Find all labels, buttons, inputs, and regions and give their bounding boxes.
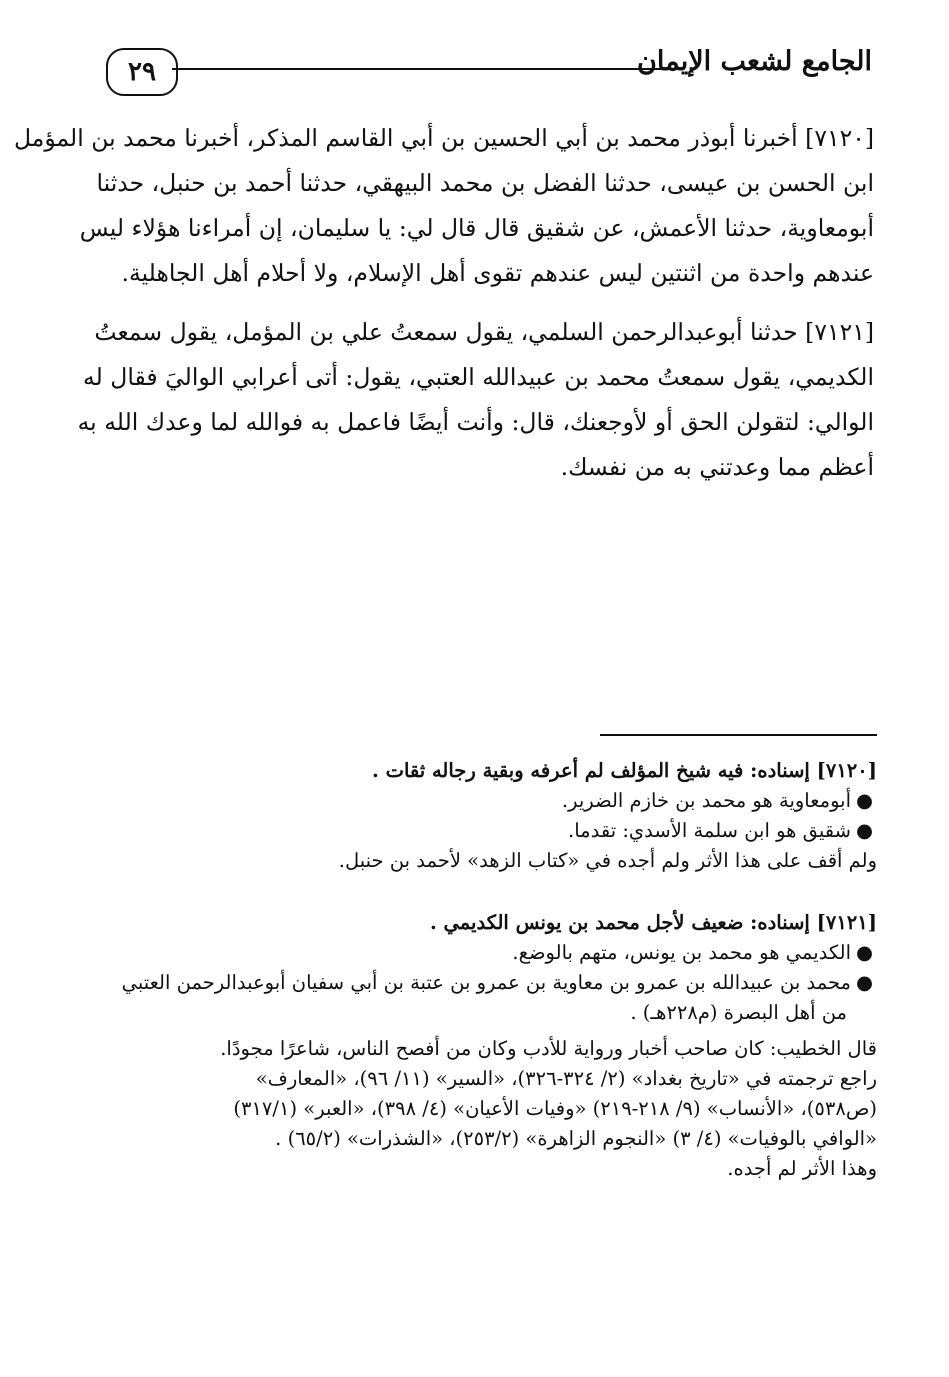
bullet-continuation: من أهل البصرة (م٢٢٨هـ) . (630, 1001, 847, 1024)
footnote-bullet (107, 968, 877, 998)
text-line: [٧١٢١] حدثنا أبوعبدالرحمن السلمي، يقول سمعتُ علي بن المؤمل، يقول سمعتُ (94, 318, 874, 346)
hadith-entry-7121 (77, 310, 874, 490)
bullet-text: محمد بن عبيدالله بن عمرو بن معاوية بن عمرو بن عتبة بن أبي سفيان أبوعبدالرحمن العتبي (121, 971, 851, 994)
text-line: عندهم واحدة من اثنتين ليس عندهم تقوى أهل الإسلام، ولا أحلام أهل الجاهلية. (121, 259, 874, 287)
page-header (100, 38, 872, 100)
text-line: ابن الحسن بن عيسى، حدثنا الفضل بن محمد البيهقي، حدثنا أحمد بن حنبل، حدثنا (96, 169, 874, 197)
bullet-text: الكديمي هو محمد بن يونس، متهم بالوضع. (512, 941, 851, 964)
footnote-note: ولم أقف على هذا الأثر ولم أجده في «كتاب الزهد» لأحمد بن حنبل. (338, 849, 877, 872)
running-title: الجامع لشعب الإيمان (637, 46, 872, 77)
text-line: [٧١٢٠] أخبرنا أبوذر محمد بن أبي الحسين بن أبي القاسم المذكر، أخبرنا محمد بن المؤمل (13, 124, 874, 152)
bullet-icon: ● (855, 789, 873, 812)
footnote-final: وهذا الأثر لم أجده. (727, 1157, 877, 1180)
footnote-bullet (107, 816, 877, 846)
text-line: الوالي: لتقولن الحق أو لأوجعنك، قال: وأنت أيضًا فاعمل به فوالله لما وعدك الله به (77, 408, 874, 436)
footnote-7120 (107, 756, 877, 876)
footnote-bullet (107, 938, 877, 968)
bullet-text: شقيق هو ابن سلمة الأسدي: تقدما. (568, 819, 851, 842)
footnote-references: (ص٥٣٨)، «الأنساب» (٩/ ٢١٨-٢١٩) «وفيات الأعيان» (٤/ ٣٩٨)، «العبر» (٣١٧/١) (233, 1097, 877, 1120)
hadith-entry-7120 (13, 116, 874, 296)
footnote-heading: [٧١٢١] إسناده: ضعيف لأجل محمد بن يونس الكديمي . (429, 911, 877, 934)
footnote-7121 (107, 908, 877, 1184)
text-line: أعظم مما وعدتني به من نفسك. (560, 453, 874, 481)
page-number: ٢٩ (106, 48, 178, 96)
footnote-references: «الوافي بالوفيات» (٤/ ٣) «النجوم الزاهرة» (٢٥٣/٢)، «الشذرات» (٦٥/٢) . (275, 1127, 877, 1150)
footnote-heading: [٧١٢٠] إسناده: فيه شيخ المؤلف لم أعرفه وبقية رجاله ثقات . (372, 759, 877, 782)
bullet-text: أبومعاوية هو محمد بن خازم الضرير. (561, 789, 851, 812)
footnote-bullet (107, 786, 877, 816)
text-line: الكديمي، يقول سمعتُ محمد بن عبيدالله العتبي، يقول: أتى أعرابي الواليَ فقال له (83, 363, 874, 391)
footnote-separator (600, 734, 877, 736)
footnote-khatib-quote: قال الخطيب: كان صاحب أخبار ورواية للأدب وكان من أفصح الناس، شاعرًا مجودًا. (220, 1037, 877, 1060)
header-rule (172, 68, 667, 70)
bullet-icon: ● (855, 941, 873, 964)
bullet-icon: ● (855, 819, 873, 842)
text-line: أبومعاوية، حدثنا الأعمش، عن شقيق قال قال لي: يا سليمان، إن أمراءنا هؤلاء ليس (79, 214, 874, 242)
footnote-references: راجع ترجمته في «تاريخ بغداد» (٢/ ٣٢٤-٣٢٦)، «السير» (١١/ ٩٦)، «المعارف» (255, 1067, 877, 1090)
bullet-icon: ● (855, 971, 873, 994)
